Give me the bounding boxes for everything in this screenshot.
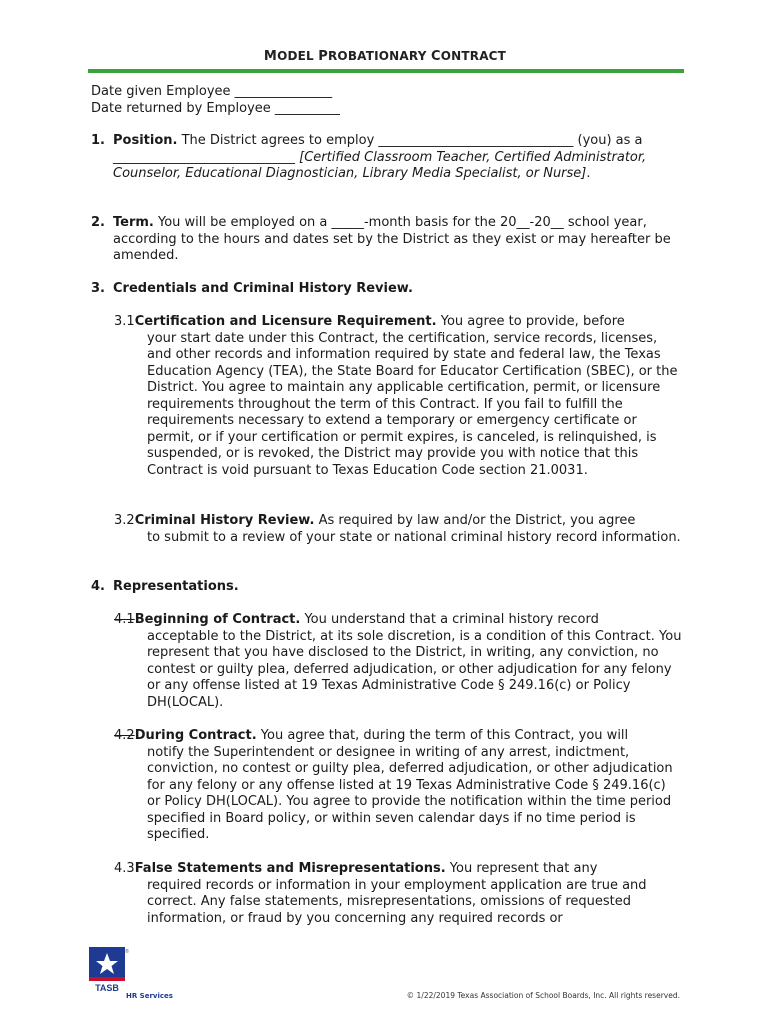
logo-text: TASB (95, 983, 119, 993)
date-returned-line: Date returned by Employee __________ (91, 101, 340, 116)
section-heading: Representations. (113, 579, 239, 594)
subsection-heading: Beginning of Contract. (134, 612, 301, 627)
subsection-heading: During Contract. (134, 728, 257, 743)
section-text: The District agrees to employ ______________________________ (you) as a ____________________________ (113, 133, 643, 165)
hr-services-label: HR Services (126, 992, 173, 1000)
section-number: 1. (91, 133, 105, 148)
section-position: 1. Position. The District agrees to employ ______________________________ (you) as a ____________________________ [Certified Classroom Teacher, Certified Administrator, Counselor, Educational Diagnostician, Library Media Specialist, or Nurse]. (91, 133, 647, 181)
subsection-3-2: 3.2Criminal History Review. As required by law and/or the District, you agree to submit to a review of your state or national criminal history record information. (114, 513, 681, 545)
section-heading: Position. (113, 133, 178, 148)
section-heading: Term. (113, 215, 154, 230)
document-title: MODEL PROBATIONARY CONTRACT (263, 49, 507, 64)
section-credentials (91, 281, 681, 298)
subsection-text: required records or information in your employment application are true and correct. Any false statements, misrepresentations, omissions of requested information, or fraud by you concerning any required records or (147, 877, 647, 926)
date-fields (91, 84, 340, 118)
subsection-number: 3.2 (114, 513, 135, 528)
subsection-3-1: 3.1Certification and Licensure Requirement. You agree to provide, before your start date under this Contract, the certification, service records, licenses, and other records and information required by state and federal law, the Texas Education Agency (TEA), the State Board for Educator Certification (SBEC), or the District. You agree to maintain any applicable certification, permit, or licensure requirements throughout the term of this Contract. If you fail to fulfill the requirements necessary to extend a temporary or emergency certificate or permit, or if your certification or permit expires, is canceled, is relinquished, is suspended, or is revoked, the District may provide you with notice that this Contract is void pursuant to Texas Education Code section 21.0031. (114, 314, 682, 479)
copyright-text: © 1/22/2019 Texas Association of School Boards, Inc. All rights reserved. (406, 991, 680, 1000)
subsection-number: 4.1 (114, 612, 135, 627)
subsection-text: acceptable to the District, at its sole discretion, is a condition of this Contract. You represent that you have disclosed to the District, in writing, any conviction, no contest or guilty plea, deferred adjudication, or other adjudication for any felony or any offense listed at 19 Texas Administrative Code § 249.16(c) or Policy DH(LOCAL). (147, 628, 682, 710)
subsection-number: 3.1 (114, 314, 135, 329)
section-number: 2. (91, 215, 105, 230)
subsection-number: 4.2 (114, 728, 135, 743)
subsection-heading: Certification and Licensure Requirement. (134, 314, 437, 329)
subsection-number: 4.3 (114, 861, 135, 876)
subsection-text: your start date under this Contract, the certification, service records, licenses, and other records and information required by state and federal law, the Texas Education Agency (TEA), the State Board for Educator Certification (SBEC), or the District. You agree to maintain any applicable certification, permit, or licensure requirements throughout the term of this Contract. If you fail to fulfill the requirements necessary to extend a temporary or emergency certificate or permit, or if your certification or permit expires, is canceled, is relinquished, is suspended, or is revoked, the District may provide you with notice that this Contract is void pursuant to Texas Education Code section 21.0031. (147, 330, 678, 478)
section-term (91, 215, 681, 265)
tasb-logo-icon (89, 947, 129, 993)
subsection-heading: False Statements and Misrepresentations. (134, 861, 446, 876)
subsection-text: notify the Superintendent or designee in writing of any arrest, indictment, conviction, no contest or guilty plea, deferred adjudication, or other adjudication for any felony or any offense listed at 19 Texas Administrative Code § 249.16(c) or Policy DH(LOCAL). You agree to provide the notification within the time period specified in Board policy, or within seven calendar days if no time period is specified. (147, 744, 673, 842)
subsection-4-1: 4.1Beginning of Contract. You understand that a criminal history record acceptable to the District, at its sole discretion, is a condition of this Contract. You represent that you have disclosed to the District, in writing, any conviction, no contest or guilty plea, deferred adjudication, or other adjudication for any felony or any offense listed at 19 Texas Administrative Code § 249.16(c) or Policy DH(LOCAL). (114, 612, 682, 710)
registered-mark: ® (125, 949, 129, 955)
section-number: 3. (91, 281, 105, 296)
section-number: 4. (91, 579, 105, 594)
subsection-text: to submit to a review of your state or national criminal history record information. (147, 529, 681, 545)
subsection-4-2: 4.2During Contract. You agree that, during the term of this Contract, you will notify the Superintendent or designee in writing of any arrest, indictment, conviction, no contest or guilty plea, deferred adjudication, or other adjudication for any felony or any offense listed at 19 Texas Administrative Code § 249.16(c) or Policy DH(LOCAL). You agree to provide the notification within the time period specified in Board policy, or within seven calendar days if no time period is specified. (114, 728, 682, 844)
section-representations (91, 579, 681, 596)
subsection-4-3: 4.3False Statements and Misrepresentations. You represent that any required records or information in your employment application are true and correct. Any false statements, misrepresentations, omissions of requested information, or fraud by you concerning any required records or (114, 861, 682, 927)
title-rule (88, 69, 684, 73)
section-heading: Credentials and Criminal History Review. (113, 281, 413, 296)
date-given-line: Date given Employee _______________ (91, 84, 333, 99)
section-italic-text: [Certified Classroom Teacher, Certified Administrator, Counselor, Educational Diagnostician, Library Media Specialist, or Nurse] (113, 149, 647, 181)
section-text: You will be employed on a _____-month basis for the 20__-20__ school year, according to the hours and dates set by the District as they exist or may hereafter be amended. (113, 215, 671, 263)
subsection-heading: Criminal History Review. (134, 513, 315, 528)
